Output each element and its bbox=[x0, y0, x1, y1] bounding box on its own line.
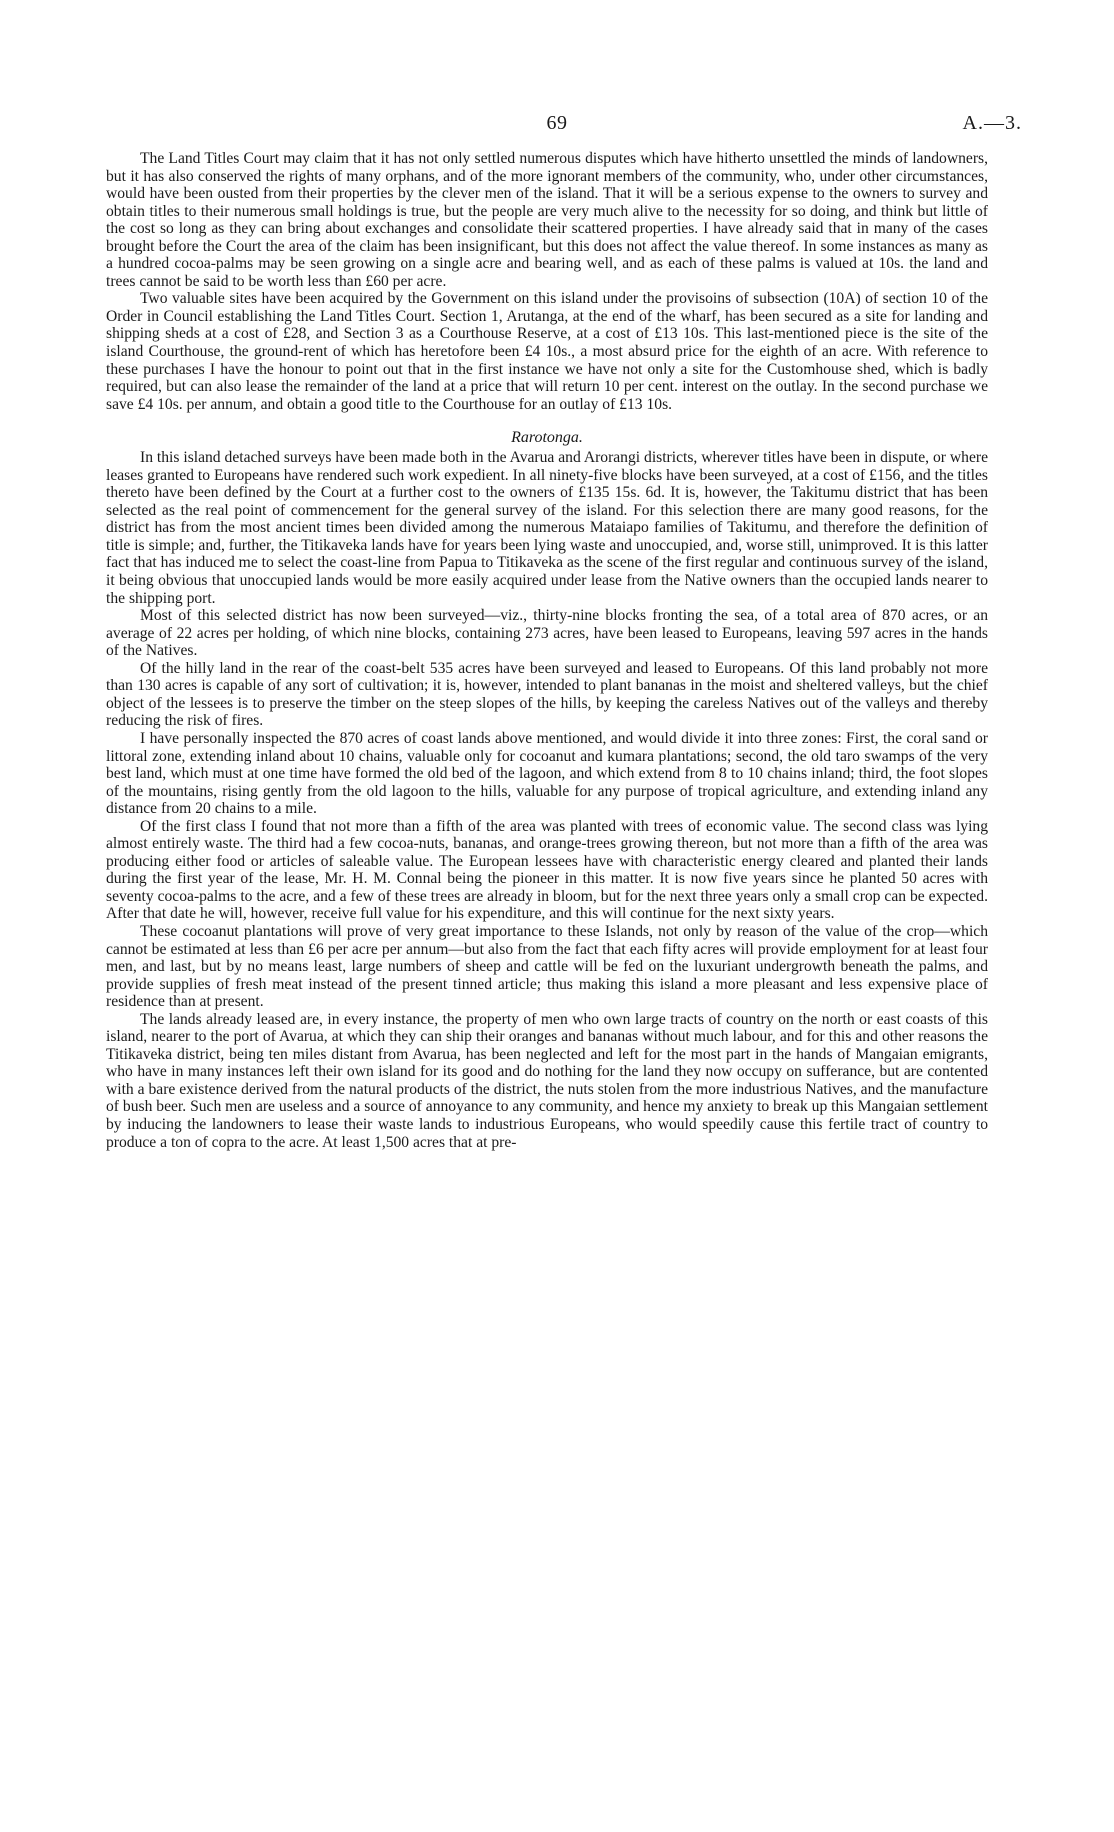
page-number: 69 bbox=[546, 112, 568, 134]
section-heading-rarotonga: Rarotonga. bbox=[511, 429, 583, 447]
paragraph: Of the hilly land in the rear of the coast-belt 535 acres have been surveyed and leased to Europeans. Of this land probably not more than 130 acres is capable of any sort of cultivation; it is, however, intended to plant bananas in the moist and sheltered valleys, but the chief object of the lessees is to preserve the timber on the steep slopes of the hills, by keeping the careless Natives out of the valleys and thereby reducing the risk of fires. bbox=[106, 659, 988, 730]
paragraph: I have personally inspected the 870 acres of coast lands above mentioned, and would divide it into three zones: First, the coral sand or littoral zone, extending inland about 10 chains, valuable only for cocoanut and kumara plantations; second, the old taro swamps of the very best land, which must at one time have formed the old bed of the lagoon, and which extend from 8 to 10 chains inland; third, the foot slopes of the mountains, rising gently from the old lagoon to the hills, valuable for any purpose of tropical agriculture, and extending inland any distance from 20 chains to a mile. bbox=[106, 729, 988, 818]
paragraph: The Land Titles Court may claim that it has not only settled numerous disputes which have hitherto unsettled the minds of landowners, but it has also conserved the rights of many orphans, and of the more ignorant members of the community, who, under other circumstances, would have been ousted from their properties by the clever men of the island. That it will be a serious expense to the owners to survey and obtain titles to their numerous small holdings is true, but the people are very much alive to the necessity for so doing, and think but little of the cost so long as they can bring about exchanges and consolidate their scattered properties. I have already said that in many of the cases brought before the Court the area of the claim has been insignificant, but this does not affect the value thereof. In some instances as many as a hundred cocoa-palms may be seen growing on a single acre and bearing well, and as each of these palms is valued at 10s. the land and trees cannot be said to be worth less than £60 per acre. bbox=[106, 150, 988, 290]
paragraph: Of the first class I found that not more than a fifth of the area was planted with trees of economic value. The second class was lying almost entirely waste. The third had a few cocoa-nuts, bananas, and orange-trees growing thereon, but not more than a fifth of the area was producing either food or articles of saleable value. The European lessees have with characteristic energy cleared and planted their lands during the first year of the lease, Mr. H. M. Connal being the pioneer in this matter. It is now five years since he planted 50 acres with seventy cocoa-palms to the acre, and a few of these trees are already in bloom, but for the next three years only a small crop can be expected. After that date he will, however, receive full value for his expenditure, and this will continue for the next sixty years. bbox=[106, 817, 988, 923]
paragraph: The lands already leased are, in every instance, the property of men who own large tracts of country on the north or east coasts of this island, nearer to the port of Avarua, at which they can ship their oranges and bananas without much labour, and for this and other reasons the Titikaveka district, being ten miles distant from Avarua, has been neglected and left for the most part in the hands of Mangaian emigrants, who have in many instances left their own island for its good and do nothing for the land they now occupy on sufferance, but are contented with a bare existence derived from the natural products of the district, the nuts stolen from the more industrious Natives, and the manufacture of bush beer. Such men are useless and a source of annoyance to any community, and hence my anxiety to break up this Mangaian settlement by inducing the landowners to lease their waste lands to industrious Europeans, who would speedily cause this fertile tract of country to produce a ton of copra to the acre. At least 1,500 acres that at pre- bbox=[106, 1010, 988, 1151]
paragraph: Two valuable sites have been acquired by the Government on this island under the provisoins of subsection (10A) of section 10 of the Order in Council establishing the Land Titles Court. Section 1, Arutanga, at the end of the wharf, has been secured as a site for landing and shipping sheds at a cost of £28, and Section 3 as a Courthouse Reserve, at a cost of £13 10s. This last-mentioned piece is the site of the island Courthouse, the ground-rent of which has heretofore been £4 10s., a most absurd price for the eighth of an acre. With reference to these purchases I have the honour to point out that in the first instance we have not only a site for the Customhouse shed, which is badly required, but can also lease the remainder of the land at a price that will return 10 per cent. interest on the outlay. In the second purchase we save £4 10s. per annum, and obtain a good title to the Courthouse for an outlay of £13 10s. bbox=[106, 290, 988, 413]
body-text bbox=[106, 150, 988, 1151]
paragraph: Most of this selected district has now been surveyed—viz., thirty-nine blocks fronting the sea, of a total area of 870 acres, or an average of 22 acres per holding, of which nine blocks, containing 273 acres, have been leased to Europeans, leaving 597 acres in the hands of the Natives. bbox=[106, 607, 988, 660]
document-reference: A.—3. bbox=[962, 112, 1022, 134]
paragraph: In this island detached surveys have been made both in the Avarua and Arorangi districts, wherever titles have been in dispute, or where leases granted to Europeans have rendered such work expedient. In all ninety-five blocks have been surveyed, at a cost of £156, and the titles thereto have been defined by the Court at a further cost to the owners of £135 15s. 6d. It is, however, the Takitumu district that has been selected as the real point of commencement for the general survey of the island. For this selection there are many good reasons, for the district has from the most ancient times been divided among the numerous Mataiapo families of Takitumu, and therefore the definition of title is simple; and, further, the Titikaveka lands have for years been lying waste and unoccupied, and, worse still, unimproved. It is this latter fact that has induced me to select the coast-line from Papua to Titikaveka as the scene of the first regular and continuous survey of the island, it being obvious that unoccupied lands would be more easily acquired under lease from the Native owners than the occupied lands nearer to the shipping port. bbox=[106, 449, 988, 607]
paragraph: These cocoanut plantations will prove of very great importance to these Islands, not only by reason of the value of the crop—which cannot be estimated at less than £6 per acre per annum—but also from the fact that each fifty acres will provide employment for at least four men, and last, but by no means least, large numbers of sheep and cattle will be fed on the luxuriant undergrowth beneath the palms, and provide supplies of fresh meat instead of the present tinned article; thus making this island a more pleasant and less expensive place of residence than at present. bbox=[106, 922, 988, 1011]
